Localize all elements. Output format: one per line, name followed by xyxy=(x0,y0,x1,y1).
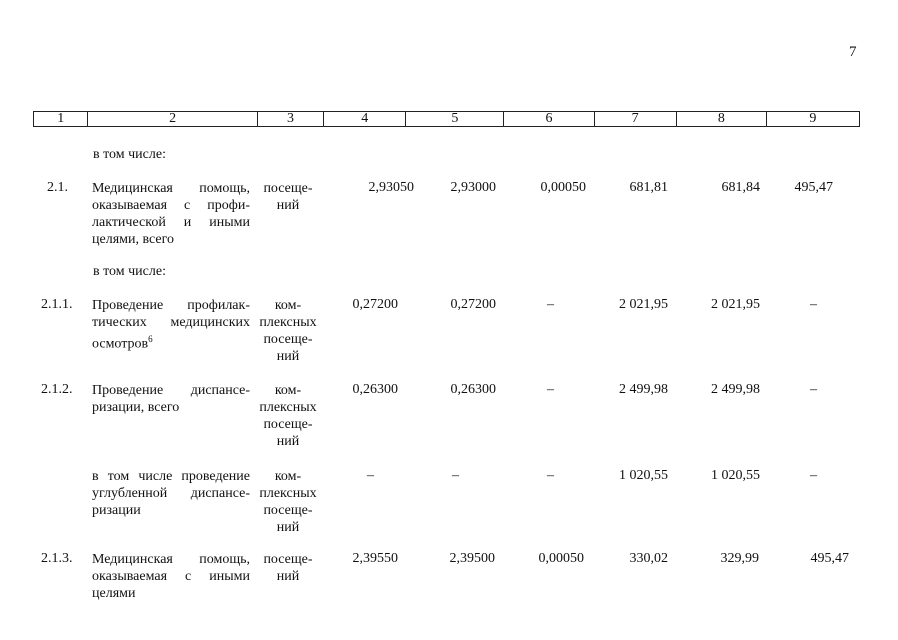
value-col-8: 1 020,55 xyxy=(711,468,760,483)
value-col-9: 495,47 xyxy=(794,180,833,195)
unit-line: посеще- xyxy=(263,503,313,518)
row-description xyxy=(92,468,250,519)
value-col-7: 681,81 xyxy=(629,180,668,195)
footnote-marker: 6 xyxy=(148,334,153,344)
value-col-8: 681,84 xyxy=(721,180,760,195)
header-col-5: 5 xyxy=(405,112,503,126)
header-col-7: 7 xyxy=(594,112,676,126)
unit-line: плексных xyxy=(259,486,317,501)
row-number: 2.1.1. xyxy=(41,297,73,312)
page-number: 7 xyxy=(849,44,857,60)
desc-line: оказываемая с профи- xyxy=(92,198,250,213)
desc-text: осмотров xyxy=(92,336,149,352)
unit-line: посеще- xyxy=(263,552,313,567)
desc-line: тических медицинских xyxy=(92,315,250,330)
header-col-6: 6 xyxy=(503,112,593,126)
desc-line: Медицинская помощь, xyxy=(92,181,250,196)
unit-line: ний xyxy=(276,434,300,449)
value-col-5: 2,93000 xyxy=(450,180,496,195)
value-col-6: – xyxy=(547,382,554,397)
value-col-4: – xyxy=(367,468,374,483)
desc-line: Медицинская помощь, xyxy=(92,552,250,567)
value-col-5: 0,27200 xyxy=(450,297,496,312)
row-description xyxy=(92,382,250,416)
desc-line: ризации, всего xyxy=(92,400,180,415)
value-col-6: 0,00050 xyxy=(538,551,584,566)
header-col-1: 1 xyxy=(57,111,65,126)
section-label: в том числе: xyxy=(93,147,166,162)
row-description xyxy=(92,551,250,602)
row-unit xyxy=(256,180,320,214)
desc-line: лактической и иными xyxy=(92,215,250,230)
value-col-4: 2,39550 xyxy=(352,551,398,566)
value-col-7: 2 021,95 xyxy=(619,297,668,312)
desc-line: Проведение диспансе- xyxy=(92,383,250,398)
desc-line: целями xyxy=(92,586,136,601)
table-header-row xyxy=(33,111,860,127)
value-col-8: 2 499,98 xyxy=(711,382,760,397)
unit-line: плексных xyxy=(259,315,317,330)
unit-line: ний xyxy=(276,520,300,535)
value-col-8: 2 021,95 xyxy=(711,297,760,312)
value-col-9: – xyxy=(810,382,817,397)
desc-line: оказываемая с иными xyxy=(92,569,250,584)
unit-line: посеще- xyxy=(263,332,313,347)
unit-line: ком- xyxy=(274,469,302,484)
unit-line: ний xyxy=(276,198,300,213)
row-number: 2.1. xyxy=(47,180,68,195)
header-col-2: 2 xyxy=(87,112,256,126)
desc-line: в том числе проведение xyxy=(92,469,250,484)
unit-line: ком- xyxy=(274,383,302,398)
row-number: 2.1.2. xyxy=(41,382,73,397)
value-col-8: 329,99 xyxy=(720,551,759,566)
value-col-7: 1 020,55 xyxy=(619,468,668,483)
value-col-9: 495,47 xyxy=(810,551,849,566)
desc-line xyxy=(92,331,250,352)
header-col-4: 4 xyxy=(323,112,405,126)
unit-line: посеще- xyxy=(263,181,313,196)
section-label: в том числе: xyxy=(93,264,166,279)
row-number: 2.1.3. xyxy=(41,551,73,566)
header-col-9: 9 xyxy=(766,112,859,126)
value-col-9: – xyxy=(810,468,817,483)
unit-line: ком- xyxy=(274,298,302,313)
unit-line: плексных xyxy=(259,400,317,415)
value-col-6: 0,00050 xyxy=(540,180,586,195)
desc-line: углубленной диспансе- xyxy=(92,486,250,501)
value-col-9: – xyxy=(810,297,817,312)
unit-line: посеще- xyxy=(263,417,313,432)
unit-line: ний xyxy=(276,569,300,584)
row-description xyxy=(92,297,250,352)
desc-line: Проведение профилак- xyxy=(92,298,250,313)
value-col-5: 2,39500 xyxy=(449,551,495,566)
value-col-5: 0,26300 xyxy=(450,382,496,397)
value-col-4: 0,26300 xyxy=(352,382,398,397)
unit-line: ний xyxy=(276,349,300,364)
value-col-7: 330,02 xyxy=(629,551,668,566)
desc-line: ризации xyxy=(92,503,141,518)
row-description xyxy=(92,180,250,248)
value-col-4: 0,27200 xyxy=(352,297,398,312)
value-col-5: – xyxy=(452,468,459,483)
value-col-7: 2 499,98 xyxy=(619,382,668,397)
header-col-8: 8 xyxy=(676,112,766,126)
value-col-6: – xyxy=(547,468,554,483)
desc-line: целями, всего xyxy=(92,232,175,247)
value-col-4: 2,93050 xyxy=(368,180,414,195)
value-col-6: – xyxy=(547,297,554,312)
header-col-3: 3 xyxy=(257,112,323,126)
